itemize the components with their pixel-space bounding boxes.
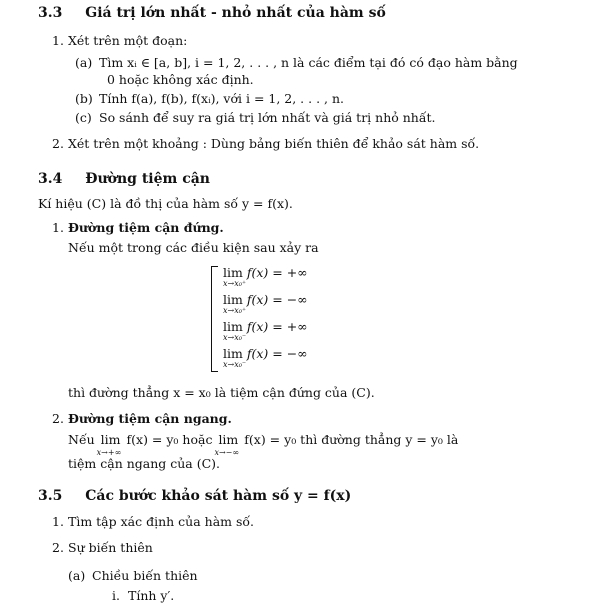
section-3-3-heading	[38, 5, 386, 21]
sub-item-a: (a) Chiều biến thiên	[68, 568, 198, 583]
paragraph: Nếu một trong các điều kiện sau xảy ra	[68, 240, 319, 255]
section-title: Các bước khảo sát hàm số y = f(x)	[85, 488, 352, 504]
section-3-5-heading	[38, 488, 351, 504]
list-item: 1. Đường tiệm cận đứng.	[52, 220, 224, 235]
case-bracket	[211, 266, 218, 372]
list-item: 1. Tìm tập xác định của hàm số.	[52, 514, 255, 529]
list-item: 2. Đường tiệm cận ngang.	[52, 411, 232, 426]
list-item: 1. Xét trên một đoạn:	[52, 33, 188, 48]
paragraph: tiệm cận ngang của (C).	[68, 456, 221, 471]
sub-sub-item-i: i. Tính y′.	[112, 588, 175, 603]
list-item: 2. Xét trên một khoảng : Dùng bảng biến thiên để khảo sát hàm số.	[52, 136, 480, 151]
list-item: 2. Sự biến thiên	[52, 540, 153, 555]
sub-item-a-cont: 0 hoặc không xác định.	[107, 72, 254, 87]
limit-row: lim x→x₀⁻ f(x) = +∞	[223, 319, 308, 342]
limit-row: lim x→x₀⁻ f(x) = −∞	[223, 346, 308, 369]
sub-item-c: (c) So sánh để suy ra giá trị lớn nhất và giá trị nhỏ nhất.	[75, 110, 436, 125]
section-number: 3.5	[38, 488, 63, 504]
paragraph: thì đường thẳng x = x₀ là tiệm cận đứng của (C).	[68, 385, 375, 400]
limit-row: lim x→x₀⁺ f(x) = −∞	[223, 292, 308, 315]
paragraph: Nếu lim x→+∞ f(x) = y₀ hoặc lim x→−∞ f(x) = y₀ thì đường thẳng y = y₀ là	[68, 432, 459, 457]
section-title: Giá trị lớn nhất - nhỏ nhất của hàm số	[85, 5, 386, 21]
limit-row: lim x→x₀⁺ f(x) = +∞	[223, 265, 308, 288]
section-title: Đường tiệm cận	[85, 171, 210, 187]
section-number: 3.3	[38, 5, 63, 21]
intro-text: Kí hiệu (C) là đồ thị của hàm số y = f(x).	[38, 196, 293, 211]
section-3-4-heading	[38, 171, 210, 187]
sub-item-a: (a) Tìm xᵢ ∈ [a, b], i = 1, 2, . . . , n là các điểm tại đó có đạo hàm bằng	[75, 55, 518, 70]
section-number: 3.4	[38, 171, 63, 187]
sub-item-b: (b) Tính f(a), f(b), f(xᵢ), với i = 1, 2, . . . , n.	[75, 91, 344, 106]
